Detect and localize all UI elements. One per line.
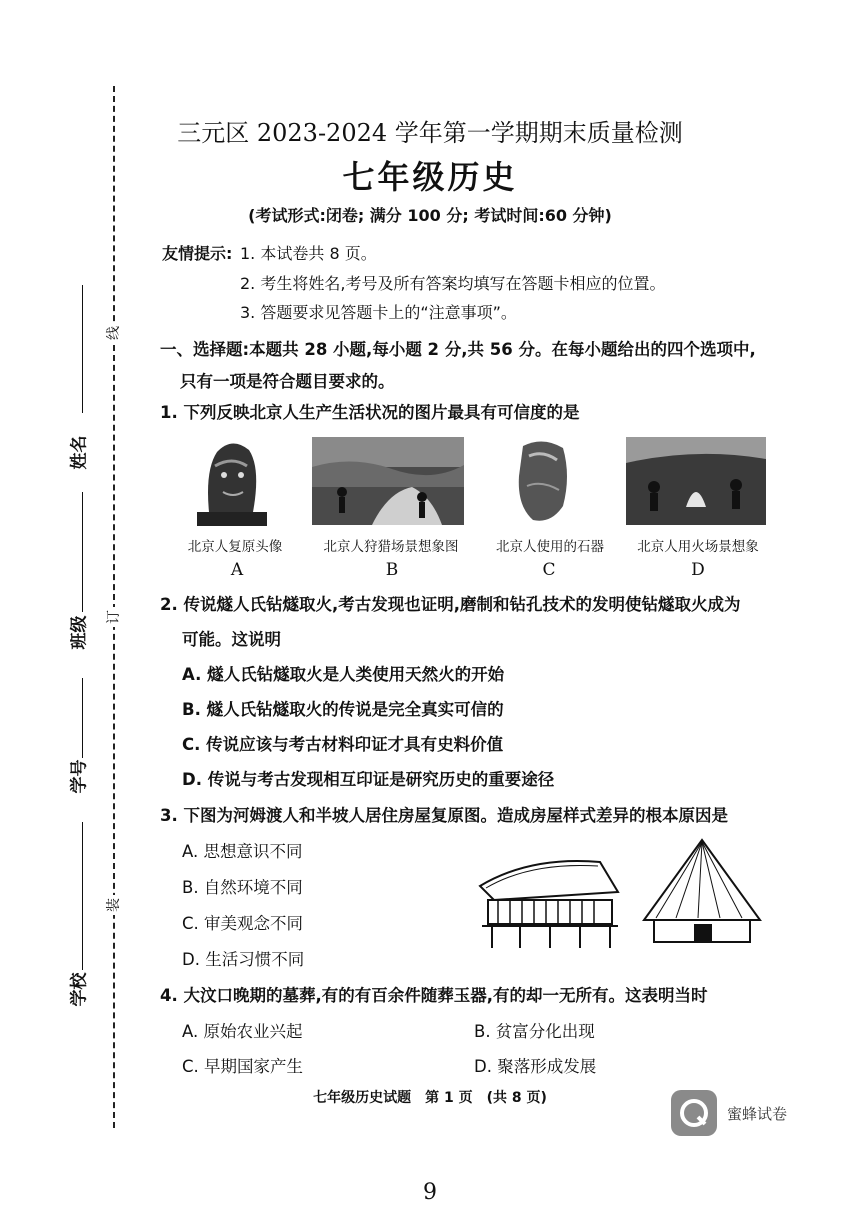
page-number: 9 — [423, 1180, 437, 1205]
q4-option-d: D. 聚落形成发展 — [474, 1057, 597, 1076]
q2-option-b: B. 燧人氏钻燧取火的传说是完全真实可信的 — [182, 700, 504, 719]
q2-stem-line2: 可能。这说明 — [182, 630, 281, 649]
q3-option-b: B. 自然环境不同 — [182, 878, 303, 897]
q1-letter-a: A — [230, 560, 244, 580]
q1-image-d-fire-scene — [626, 437, 766, 525]
section1-line1: 一、选择题:本题共 28 小题,每小题 2 分,共 56 分。在每小题给出的四个选项中, — [160, 340, 756, 359]
q3-option-c: C. 审美观念不同 — [182, 914, 304, 933]
tip-item-2: 2. 考生将姓名,考号及所有答案均填写在答题卡相应的位置。 — [240, 274, 666, 293]
field-school-label: 学校 — [69, 972, 90, 1007]
q3-stem: 3. 下图为河姆渡人和半坡人居住房屋复原图。造成房屋样式差异的根本原因是 — [160, 806, 728, 825]
q1-caption-d: 北京人用火场景想象 — [637, 539, 759, 555]
field-name-label: 姓名 — [69, 435, 90, 470]
q1-image-a-head-bust — [187, 430, 277, 530]
section1-line2: 只有一项是符合题目要求的。 — [180, 372, 395, 391]
binding-char-zhuang: 装 — [103, 895, 125, 915]
exam-title: 三元区 2023-2024 学年第一学期期末质量检测 — [177, 119, 683, 147]
q1-caption-b: 北京人狩猎场景想象图 — [323, 539, 459, 555]
number-underline — [82, 678, 83, 758]
q3-option-a: A. 思想意识不同 — [182, 842, 303, 861]
q3-image-banpo-round-house — [636, 836, 768, 948]
q1-letter-c: C — [542, 560, 556, 580]
field-class-label: 班级 — [69, 615, 90, 650]
q4-option-c: C. 早期国家产生 — [182, 1057, 304, 1076]
watermark-logo-icon — [671, 1090, 717, 1136]
q1-letter-d: D — [691, 560, 705, 580]
school-underline — [82, 822, 83, 970]
exam-info: (考试形式:闭卷; 满分 100 分; 考试时间:60 分钟) — [248, 206, 612, 225]
q4-stem: 4. 大汶口晚期的墓葬,有的有百余件随葬玉器,有的却一无所有。这表明当时 — [160, 986, 708, 1005]
tips-label: 友情提示: — [162, 244, 233, 263]
q2-option-d: D. 传说与考古发现相互印证是研究历史的重要途径 — [182, 770, 555, 789]
q2-option-a: A. 燧人氏钻燧取火是人类使用天然火的开始 — [182, 665, 505, 684]
tip-item-3: 3. 答题要求见答题卡上的“注意事项”。 — [240, 303, 517, 322]
q1-image-b-hunting-scene — [312, 437, 464, 525]
field-number-label: 学号 — [69, 759, 90, 794]
binding-char-ding: 订 — [103, 607, 125, 627]
q1-caption-a: 北京人复原头像 — [187, 539, 283, 555]
watermark-text: 蜜蜂试卷 — [727, 1105, 788, 1123]
name-underline — [82, 285, 83, 413]
page-footer: 七年级历史试题 第 1 页 (共 8 页) — [313, 1090, 547, 1106]
q2-option-c: C. 传说应该与考古材料印证才具有史料价值 — [182, 735, 504, 754]
q1-stem: 1. 下列反映北京人生产生活状况的图片最具有可信度的是 — [160, 403, 580, 422]
q1-caption-c: 北京人使用的石器 — [496, 539, 604, 555]
class-underline — [82, 492, 83, 612]
q4-option-a: A. 原始农业兴起 — [182, 1022, 303, 1041]
subject-title: 七年级历史 — [342, 158, 518, 196]
q1-letter-b: B — [385, 560, 399, 580]
q3-image-hemudu-stilt-house — [470, 848, 622, 950]
q2-stem-line1: 2. 传说燧人氏钻燧取火,考古发现也证明,磨制和钻孔技术的发明使钻燧取火成为 — [160, 595, 741, 614]
q3-option-d: D. 生活习惯不同 — [182, 950, 305, 969]
binding-char-xian: 线 — [103, 323, 125, 343]
q1-image-c-stone-tool — [513, 436, 573, 526]
tip-item-1: 1. 本试卷共 8 页。 — [240, 244, 377, 263]
q4-option-b: B. 贫富分化出现 — [474, 1022, 595, 1041]
